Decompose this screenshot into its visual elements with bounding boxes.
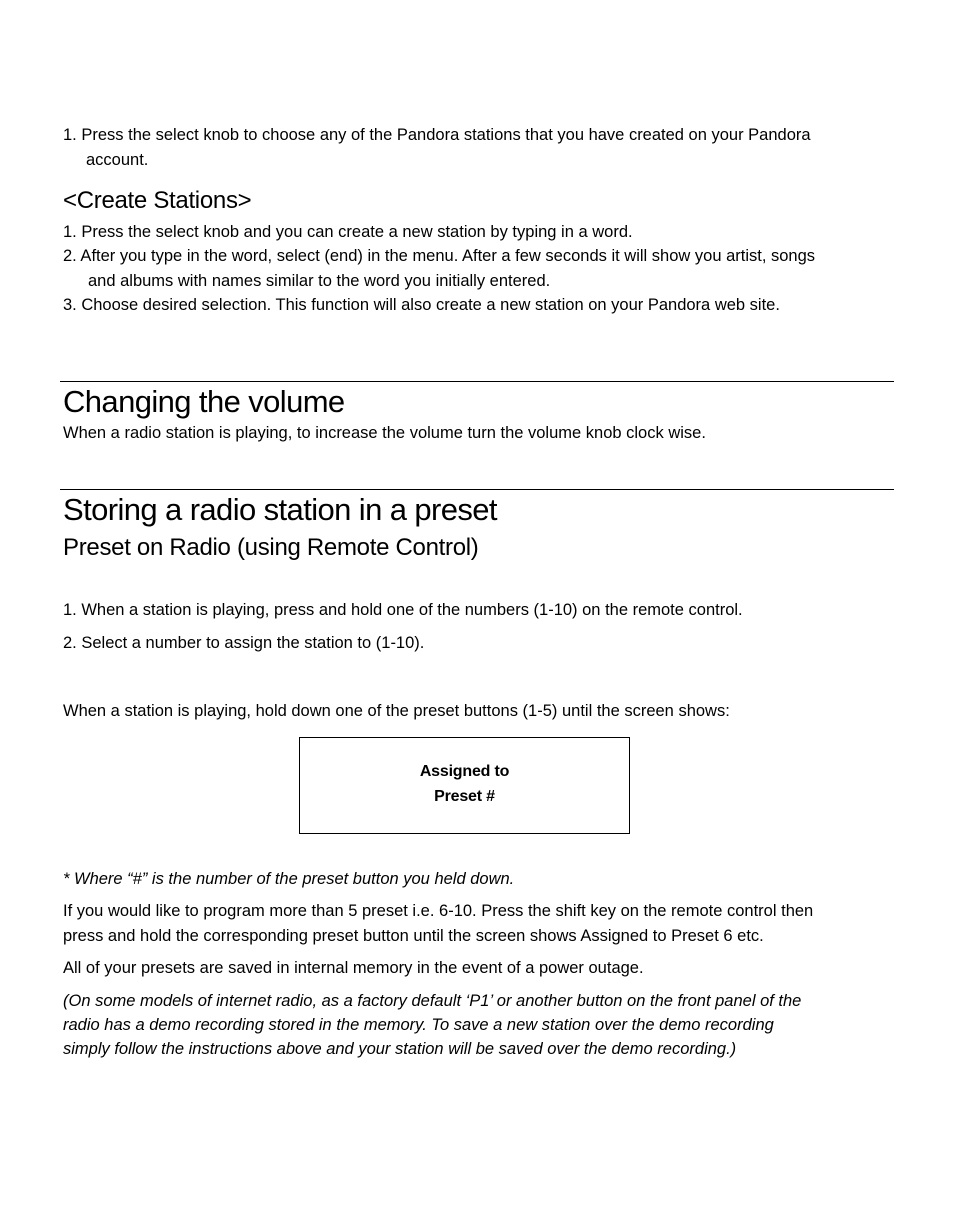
demo-note-line-2: radio has a demo recording stored in the memory. To save a new station over the demo recording <box>63 1016 774 1034</box>
demo-note-line-3: simply follow the instructions above and your station will be saved over the demo recording.) <box>63 1040 737 1058</box>
section-divider-preset <box>60 489 894 490</box>
more-presets-line-1: If you would like to program more than 5 preset i.e. 6-10. Press the shift key on the remote control then <box>63 902 814 920</box>
preset-hold-text: When a station is playing, hold down one of the preset buttons (1-5) until the screen shows: <box>63 702 730 720</box>
create-stations-item-2-line-1: 2. After you type in the word, select (end) in the menu. After a few seconds it will show you artist, songs <box>63 247 816 265</box>
create-stations-heading: <Create Stations> <box>63 187 252 214</box>
preset-step-1: 1. When a station is playing, press and hold one of the numbers (1-10) on the remote control. <box>63 601 743 619</box>
demo-note-line-1: (On some models of internet radio, as a factory default ‘P1’ or another button on the front panel of the <box>63 992 802 1010</box>
preset-step-2: 2. Select a number to assign the station to (1-10). <box>63 634 425 652</box>
create-stations-item-3: 3. Choose desired selection. This function will also create a new station on your Pandora web site. <box>63 296 780 314</box>
create-stations-item-2-line-2: and albums with names similar to the word you initially entered. <box>88 272 551 290</box>
create-stations-item-1: 1. Press the select knob and you can create a new station by typing in a word. <box>63 223 633 241</box>
volume-text: When a radio station is playing, to increase the volume turn the volume knob clock wise. <box>63 424 706 442</box>
preset-subheading: Preset on Radio (using Remote Control) <box>63 534 479 561</box>
radio-screen-display <box>299 737 630 834</box>
screen-line-2: Preset # <box>434 788 495 805</box>
screen-line-1: Assigned to <box>419 763 510 780</box>
volume-heading: Changing the volume <box>63 384 345 419</box>
more-presets-line-2: press and hold the corresponding preset button until the screen shows Assigned to Preset 6 etc. <box>63 927 764 945</box>
memory-text: All of your presets are saved in internal memory in the event of a power outage. <box>63 959 644 977</box>
intro-item-1-line-1: 1. Press the select knob to choose any of the Pandora stations that you have created on your Pandora <box>63 126 811 144</box>
preset-footnote: * Where “#” is the number of the preset button you held down. <box>63 870 515 888</box>
preset-heading: Storing a radio station in a preset <box>63 492 497 527</box>
intro-item-1-line-2: account. <box>86 151 149 169</box>
section-divider-volume <box>60 381 894 382</box>
